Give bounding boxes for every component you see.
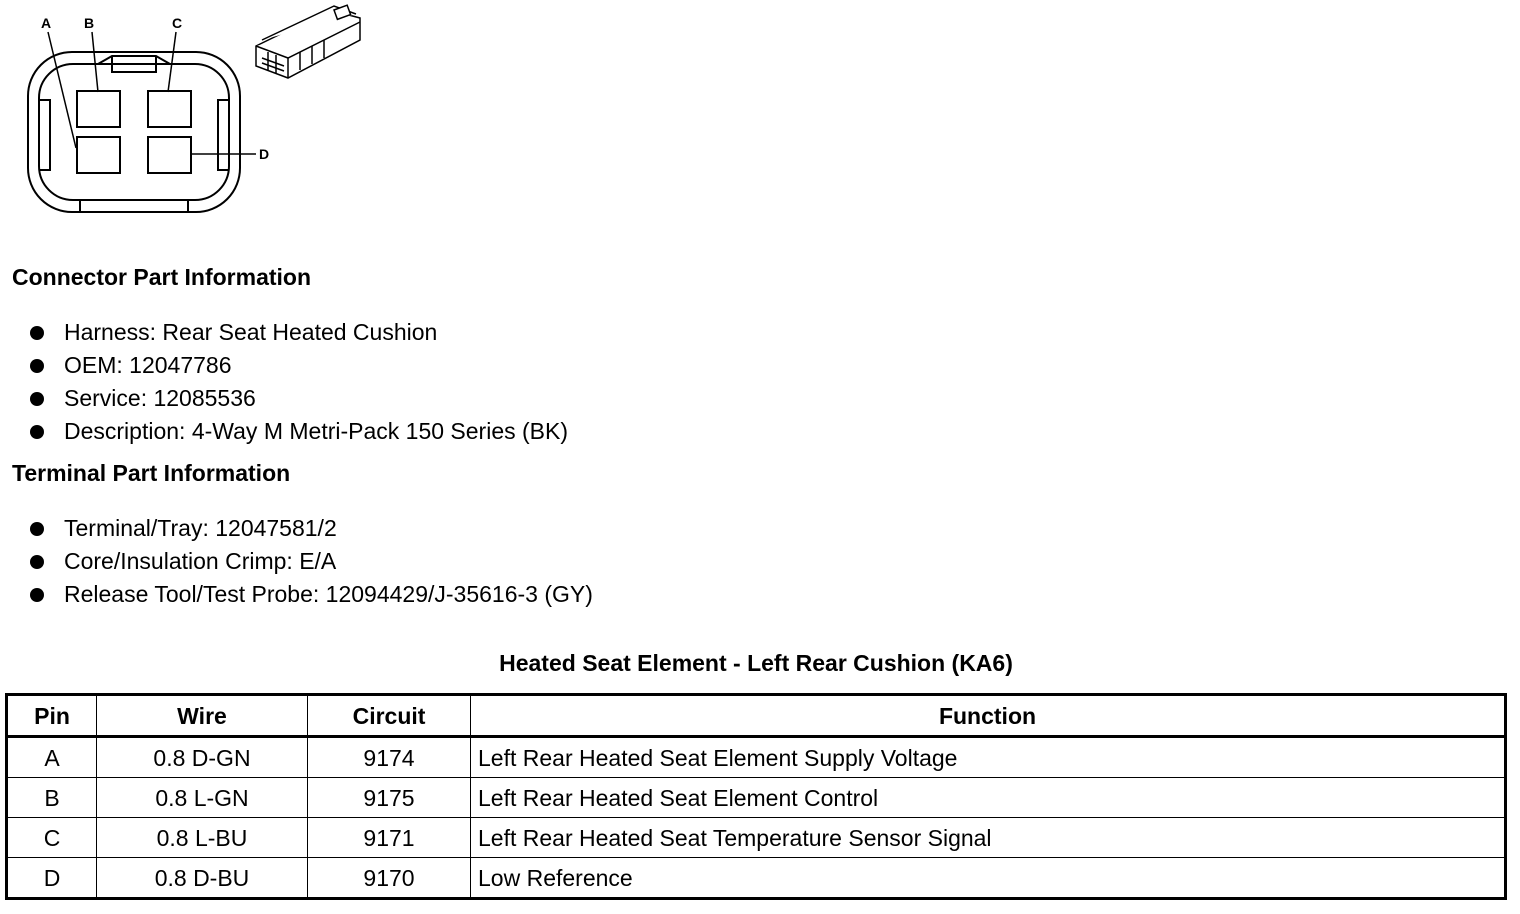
pin-label-b: B — [84, 15, 95, 31]
cell-function: Left Rear Heated Seat Element Control — [471, 778, 1506, 818]
list-item-text: OEM: 12047786 — [64, 352, 232, 378]
list-item — [28, 545, 593, 578]
list-item — [28, 382, 568, 415]
bullet-icon — [30, 359, 44, 373]
pin-label-c: C — [172, 15, 183, 31]
bullet-icon — [30, 392, 44, 406]
cell-pin: B — [7, 778, 97, 818]
cell-circuit: 9170 — [308, 858, 471, 899]
cell-pin: D — [7, 858, 97, 899]
cell-wire: 0.8 L-GN — [97, 778, 308, 818]
cell-circuit: 9175 — [308, 778, 471, 818]
cell-wire: 0.8 D-GN — [97, 737, 308, 778]
housing-inner-outline — [39, 64, 229, 200]
list-item — [28, 349, 568, 382]
cavity-d — [148, 137, 191, 173]
list-item-text: Description: 4-Way M Metri-Pack 150 Series (BK) — [64, 418, 569, 444]
housing-outline — [28, 52, 240, 212]
list-item — [28, 578, 593, 611]
cell-function: Left Rear Heated Seat Element Supply Voltage — [471, 737, 1506, 778]
cell-function: Low Reference — [471, 858, 1506, 899]
list-item — [28, 512, 593, 545]
list-item-text: Core/Insulation Crimp: E/A — [64, 548, 337, 574]
bullet-icon — [30, 522, 44, 536]
column-header-wire: Wire — [97, 695, 308, 737]
table-row — [7, 858, 1506, 899]
cell-circuit: 9174 — [308, 737, 471, 778]
list-item-text: Service: 12085536 — [64, 385, 256, 411]
bullet-icon — [30, 425, 44, 439]
latch-outline — [98, 56, 170, 64]
list-item — [28, 316, 568, 349]
cavity-c — [148, 91, 191, 127]
cell-pin: A — [7, 737, 97, 778]
cavity-a — [77, 137, 120, 173]
connector-isometric-icon — [256, 5, 360, 78]
connector-info-list — [28, 316, 568, 448]
column-header-circuit: Circuit — [308, 695, 471, 737]
bullet-icon — [30, 588, 44, 602]
pin-label-a: A — [41, 15, 52, 31]
bullet-icon — [30, 326, 44, 340]
list-item-text: Terminal/Tray: 12047581/2 — [64, 515, 337, 541]
list-item-text: Release Tool/Test Probe: 12094429/J-35616-3 (GY) — [64, 581, 593, 607]
connector-info-heading: Connector Part Information — [12, 264, 312, 290]
column-header-pin: Pin — [7, 695, 97, 737]
connector-face-diagram — [0, 0, 380, 225]
terminal-info-heading: Terminal Part Information — [12, 460, 291, 486]
terminal-info-list — [28, 512, 593, 611]
list-item — [28, 415, 568, 448]
cell-circuit: 9171 — [308, 818, 471, 858]
cavity-b — [77, 91, 120, 127]
cell-pin: C — [7, 818, 97, 858]
table-row — [7, 778, 1506, 818]
cell-wire: 0.8 D-BU — [97, 858, 308, 899]
table-row — [7, 818, 1506, 858]
list-item-text: Harness: Rear Seat Heated Cushion — [64, 319, 438, 345]
cell-wire: 0.8 L-BU — [97, 818, 308, 858]
table-title: Heated Seat Element - Left Rear Cushion (KA6) — [499, 650, 1013, 676]
table-row — [7, 737, 1506, 778]
cell-function: Left Rear Heated Seat Temperature Sensor Signal — [471, 818, 1506, 858]
column-header-function: Function — [471, 695, 1506, 737]
pin-label-d: D — [259, 146, 270, 162]
pinout-table — [5, 693, 1507, 900]
table-header-row — [7, 695, 1506, 737]
bullet-icon — [30, 555, 44, 569]
